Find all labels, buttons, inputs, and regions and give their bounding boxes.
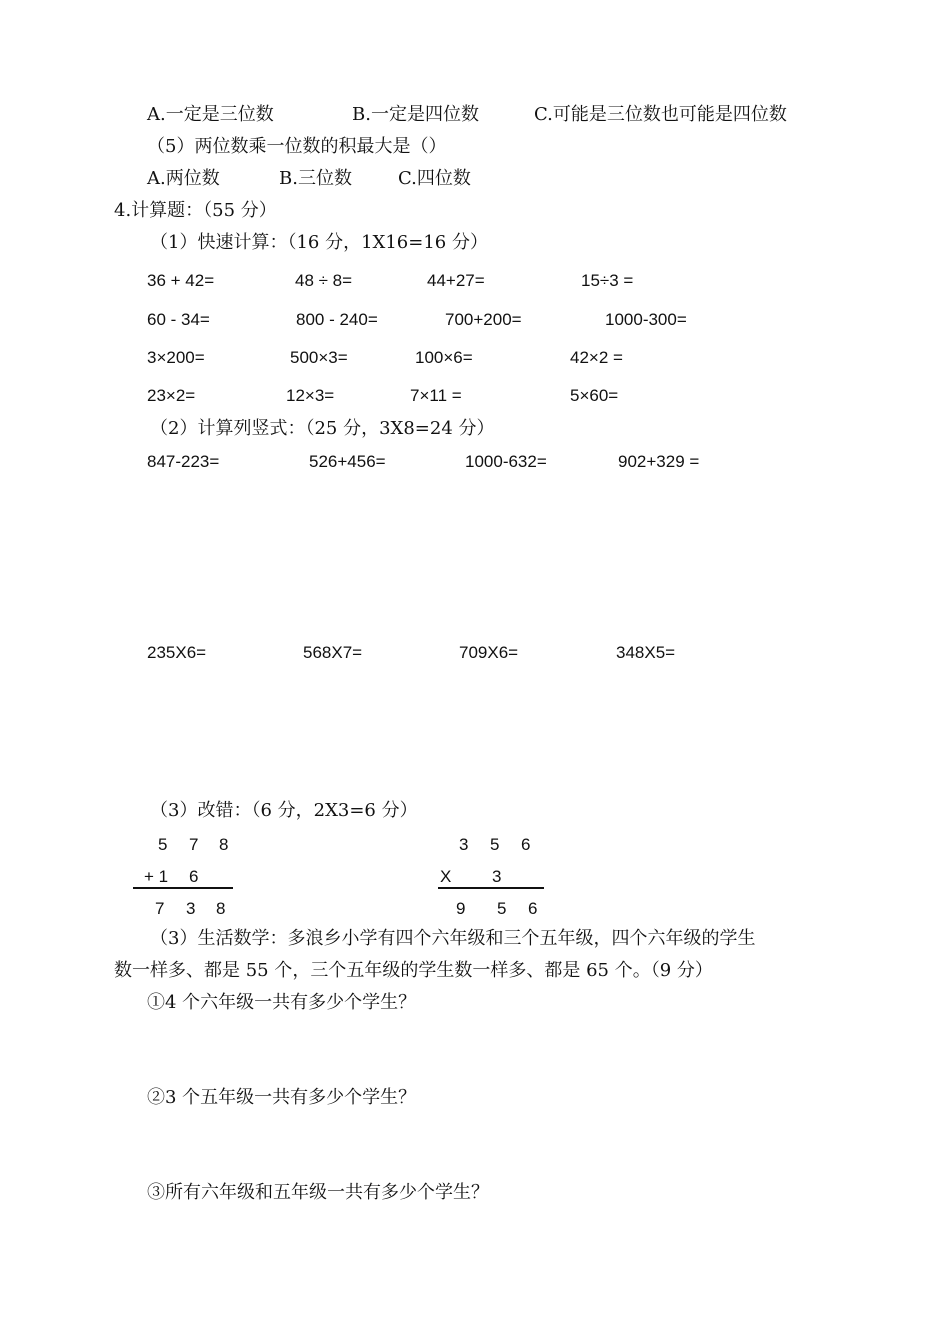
sub-question: ①4 个六年级一共有多少个学生？ (147, 992, 417, 1013)
calc-item: 36 + 42= (147, 271, 215, 290)
calc-item: 12×3= (286, 386, 335, 405)
digit: 5 (497, 899, 507, 918)
vertical-calc-item: 568X7= (303, 643, 363, 662)
part1-title: （1）快速计算：（16 分，1X16=16 分） (150, 232, 488, 253)
calc-item: 5×60= (570, 386, 619, 405)
digit: 6 (189, 867, 199, 886)
vertical-calc-item: 348X5= (616, 643, 676, 662)
digit: 5 (158, 835, 168, 854)
calc-item: 1000-300= (605, 310, 687, 329)
q5-option-a: A.两位数 (147, 168, 220, 189)
calc-item: 800 - 240= (296, 310, 378, 329)
sub-question: ②3 个五年级一共有多少个学生？ (147, 1087, 417, 1108)
digit: 7 (155, 899, 165, 918)
digit: 6 (528, 899, 538, 918)
calc-item: 23×2= (147, 386, 196, 405)
digit: 3 (459, 835, 469, 854)
q4-option-c: C.可能是三位数也可能是四位数 (534, 104, 787, 125)
digit: 8 (219, 835, 229, 854)
digit: 6 (521, 835, 531, 854)
sum-line (133, 887, 233, 889)
part2-title: （2）计算列竖式：（25 分，3X8=24 分） (150, 418, 495, 439)
calc-item: 48 ÷ 8= (295, 271, 353, 290)
digit: 5 (490, 835, 500, 854)
sub-question: ③所有六年级和五年级一共有多少个学生？ (147, 1182, 489, 1203)
digit: 3 (492, 867, 502, 886)
vertical-calc-item: 902+329 = (618, 452, 700, 471)
part3-title: （3）改错：（6 分，2X3=6 分） (150, 800, 418, 821)
calc-item: 500×3= (290, 348, 348, 367)
calc-item: 3×200= (147, 348, 205, 367)
calc-item: 700+200= (445, 310, 522, 329)
calc-item: 7×11 = (410, 386, 462, 405)
vertical-calc-item: 847-223= (147, 452, 220, 471)
digit: 3 (186, 899, 196, 918)
digit: 8 (216, 899, 226, 918)
vertical-calc-item: 526+456= (309, 452, 386, 471)
vertical-calc-item: 235X6= (147, 643, 207, 662)
digit: 9 (456, 899, 466, 918)
digit: 7 (189, 835, 199, 854)
calc-item: 100×6= (415, 348, 473, 367)
calc-item: 42×2 = (570, 348, 623, 367)
calc-item: 15÷3 = (581, 271, 634, 290)
section4-title: 4.计算题：（55 分） (114, 200, 277, 221)
word-problem-line1: （3）生活数学：多浪乡小学有四个六年级和三个五年级，四个六年级的学生 (150, 928, 756, 949)
vertical-calc-item: 1000-632= (465, 452, 547, 471)
q5-option-b: B.三位数 (279, 168, 352, 189)
operator: X (440, 867, 452, 886)
q4-option-a: A.一定是三位数 (147, 104, 274, 125)
product-line (438, 887, 544, 889)
vertical-calc-item: 709X6= (459, 643, 519, 662)
calc-item: 60 - 34= (147, 310, 210, 329)
word-problem-line2: 数一样多、都是 55 个，三个五年级的学生数一样多、都是 65 个。（9 分） (114, 960, 713, 981)
q4-option-b: B.一定是四位数 (352, 104, 479, 125)
calc-item: 44+27= (427, 271, 485, 290)
operator: + 1 (144, 867, 169, 886)
q5-option-c: C.四位数 (398, 168, 471, 189)
q5-question: （5）两位数乘一位数的积最大是（） (147, 136, 447, 157)
